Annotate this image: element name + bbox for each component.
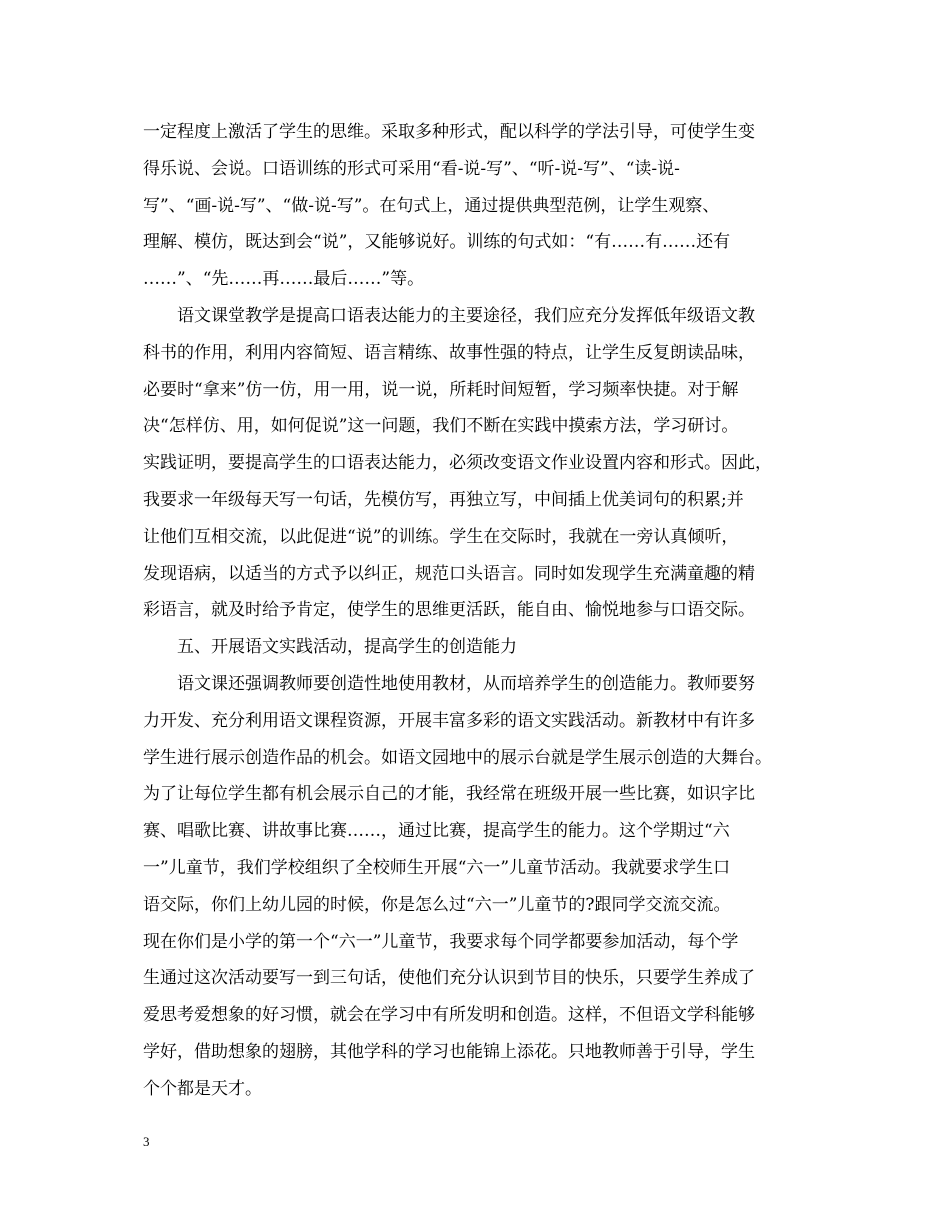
text-line: 赛、唱歌比赛、讲故事比赛……，通过比赛，提高学生的能力。这个学期过“六 [143, 821, 730, 842]
text-line: 语文课堂教学是提高口语表达能力的主要途径，我们应充分发挥低年级语文教 [177, 305, 755, 326]
document-body [143, 114, 843, 1108]
text-line: 语文课还强调教师要创造性地使用教材，从而培养学生的创造能力。教师要努 [177, 673, 755, 694]
text-line: 为了让每位学生都有机会展示自己的才能，我经常在班级开展一些比赛，如识字比 [143, 784, 755, 805]
text-line: 彩语言，就及时给予肯定，使学生的思维更活跃，能自由、愉悦地参与口语交际。 [143, 600, 755, 621]
text-line: 五、开展语文实践活动，提高学生的创造能力 [177, 637, 517, 658]
text-line: 个个都是天才。 [143, 1078, 262, 1099]
page-number: 3 [143, 1134, 150, 1149]
text-line: 现在你们是小学的第一个“六一”儿童节，我要求每个同学都要参加活动，每个学 [143, 931, 739, 952]
text-line: ……”、“先……再……最后……”等。 [143, 269, 425, 290]
text-line: 学好，借助想象的翅膀，其他学科的学习也能锦上添花。只地教师善于引导，学生 [143, 1041, 755, 1062]
text-line: 让他们互相交流，以此促进“说”的训练。学生在交际时，我就在一旁认真倾听， [143, 526, 739, 547]
text-line: 必要时“拿来”仿一仿，用一用，说一说，所耗时间短暂，学习频率快捷。对于解 [143, 379, 739, 400]
text-line: 生通过这次活动要写一到三句话，使他们充分认识到节目的快乐，只要学生养成了 [143, 968, 755, 989]
text-line: 科书的作用，利用内容简短、语言精练、故事性强的特点，让学生反复朗读品味， [143, 342, 755, 363]
text-line: 力开发、充分利用语文课程资源，开展丰富多彩的语文实践活动。新教材中有许多 [143, 710, 755, 731]
text-line: 语交际，你们上幼儿园的时候，你是怎么过“六一”儿童节的?跟同学交流交流。 [143, 894, 731, 915]
text-line: 理解、模仿，既达到会“说”，又能够说好。训练的句式如：“有……有……还有 [143, 232, 731, 253]
text-line: 我要求一年级每天写一句话，先模仿写，再独立写，中间插上优美词句的积累;并 [143, 489, 744, 510]
text-line: 一”儿童节，我们学校组织了全校师生开展“六一”儿童节活动。我就要求学生口 [143, 857, 731, 878]
text-line: 写”、“画-说-写”、“做-说-写”。在句式上，通过提供典型范例，让学生观察、 [143, 195, 720, 216]
text-line: 一定程度上激活了学生的思维。采取多种形式，配以科学的学法引导，可使学生变 [143, 122, 755, 142]
text-line: 爱思考爱想象的好习惯，就会在学习中有所发明和创造。这样，不但语文学科能够 [143, 1005, 755, 1026]
text-line: 发现语病，以适当的方式予以纠正，规范口头语言。同时如发现学生充满童趣的精 [143, 563, 755, 584]
text-line: 实践证明，要提高学生的口语表达能力，必须改变语文作业设置内容和形式。因此， [143, 453, 772, 474]
text-line: 得乐说、会说。口语训练的形式可采用“看-说-写”、“听-说-写”、“读-说- [143, 158, 680, 179]
text-line: 决“怎样仿、用，如何促说”这一问题，我们不断在实践中摸索方法，学习研讨。 [143, 416, 739, 437]
text-line: 学生进行展示创造作品的机会。如语文园地中的展示台就是学生展示创造的大舞台。 [143, 747, 772, 768]
